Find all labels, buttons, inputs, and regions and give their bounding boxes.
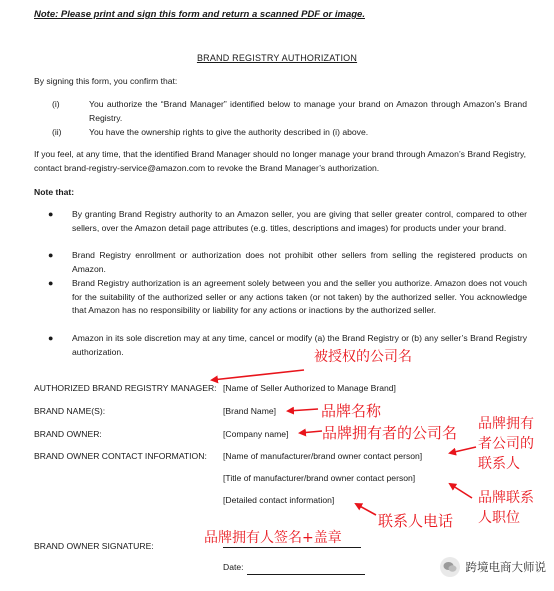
contact-detail-value[interactable]: [Detailed contact information] — [223, 495, 335, 505]
arrow-to-contact-detail — [356, 504, 376, 515]
form-title: BRAND REGISTRY AUTHORIZATION — [196, 53, 358, 63]
arrow-to-contact-name — [450, 447, 476, 453]
brand-name-value[interactable]: [Brand Name] — [223, 406, 277, 416]
annotation-signature: 品牌拥有人签名+盖章 — [204, 530, 342, 546]
annotation-contact-person-line3: 联系人 — [478, 456, 520, 472]
contact-name-value[interactable]: [Name of manufacturer/brand owner contact person] — [223, 451, 423, 461]
annotation-contact-phone: 联系人电话 — [378, 512, 454, 530]
brand-owner-label: BRAND OWNER: — [34, 429, 102, 439]
bullet-dot-icon: ● — [48, 333, 54, 343]
bullet-dot-icon: ● — [48, 209, 54, 219]
bullet-dot-icon: ● — [48, 250, 54, 260]
numbered-label-2: (ii) — [52, 127, 62, 137]
brand-name-label: BRAND NAME(S): — [34, 406, 106, 416]
annotation-contact-person-line1: 品牌拥有 — [478, 416, 534, 432]
annotation-contact-title-line1: 品牌联系 — [478, 490, 534, 506]
bullet-text-3: Brand Registry authorization is an agreement solely between you and the seller you authorize. Amazon does not vouch for the suitability of the authorized seller or any actions taken (or not taken) by the authorized seller. You acknowledge that Amazon has no responsibility or liability for any actions or inactions by the authorized seller. — [72, 278, 527, 316]
brand-owner-value[interactable]: [Company name] — [223, 429, 289, 439]
arrow-to-manager — [212, 370, 304, 380]
watermark-text: 跨境电商大师说 — [465, 560, 546, 574]
date-label: Date: — [223, 562, 244, 572]
bullet-text-4: Amazon in its sole discretion may at any time, cancel or modify (a) the Brand Registry or (b) any seller’s Brand Registry authorization. — [72, 333, 527, 357]
annotation-brand: 品牌名称 — [321, 402, 382, 420]
bullet-dot-icon: ● — [48, 278, 54, 288]
numbered-text-2: You have the ownership rights to give the authority described in (i) above. — [89, 127, 369, 137]
annotation-contact-person-line2: 者公司的 — [478, 436, 534, 452]
arrow-to-owner — [300, 431, 322, 433]
intro-text: By signing this form, you confirm that: — [34, 76, 178, 86]
note-that-heading: Note that: — [34, 187, 75, 197]
arrow-to-brand — [288, 409, 318, 411]
bullet-text-1: By granting Brand Registry authority to an Amazon seller, you are giving that seller greater control, compared to other sellers, over the Amazon detail page attributes (e.g. titles, descriptions and images) for products under your brand. — [72, 209, 527, 233]
bullet-text-2: Brand Registry enrollment or authorization does not prohibit other sellers from selling the registered products on Amazon. — [72, 250, 527, 274]
contact-info-label: BRAND OWNER CONTACT INFORMATION: — [34, 451, 207, 461]
revoke-paragraph: If you feel, at any time, that the identified Brand Manager should no longer manage your brand through Amazon’s Brand Registry, contact brand-registry-service@amazon.com to revoke the Brand Manager’s authorization. — [34, 149, 526, 173]
annotation-contact-title-line2: 人职位 — [478, 510, 520, 526]
manager-label: AUTHORIZED BRAND REGISTRY MANAGER: — [34, 383, 217, 393]
manager-value[interactable]: [Name of Seller Authorized to Manage Brand] — [223, 383, 396, 393]
arrow-to-contact-title — [450, 484, 472, 498]
annotation-owner: 品牌拥有者的公司名 — [322, 424, 458, 442]
contact-title-value[interactable]: [Title of manufacturer/brand owner contact person] — [223, 473, 416, 483]
numbered-label-1: (i) — [52, 99, 60, 109]
print-sign-note: Note: Please print and sign this form and return a scanned PDF or image. — [34, 9, 365, 20]
signature-label: BRAND OWNER SIGNATURE: — [34, 541, 154, 551]
numbered-text-1: You authorize the “Brand Manager” identified below to manage your brand on Amazon through Amazon’s Brand Registry. — [89, 99, 527, 123]
wechat-icon — [440, 557, 460, 577]
annotation-manager: 被授权的公司名 — [314, 349, 412, 365]
watermark — [440, 557, 547, 577]
